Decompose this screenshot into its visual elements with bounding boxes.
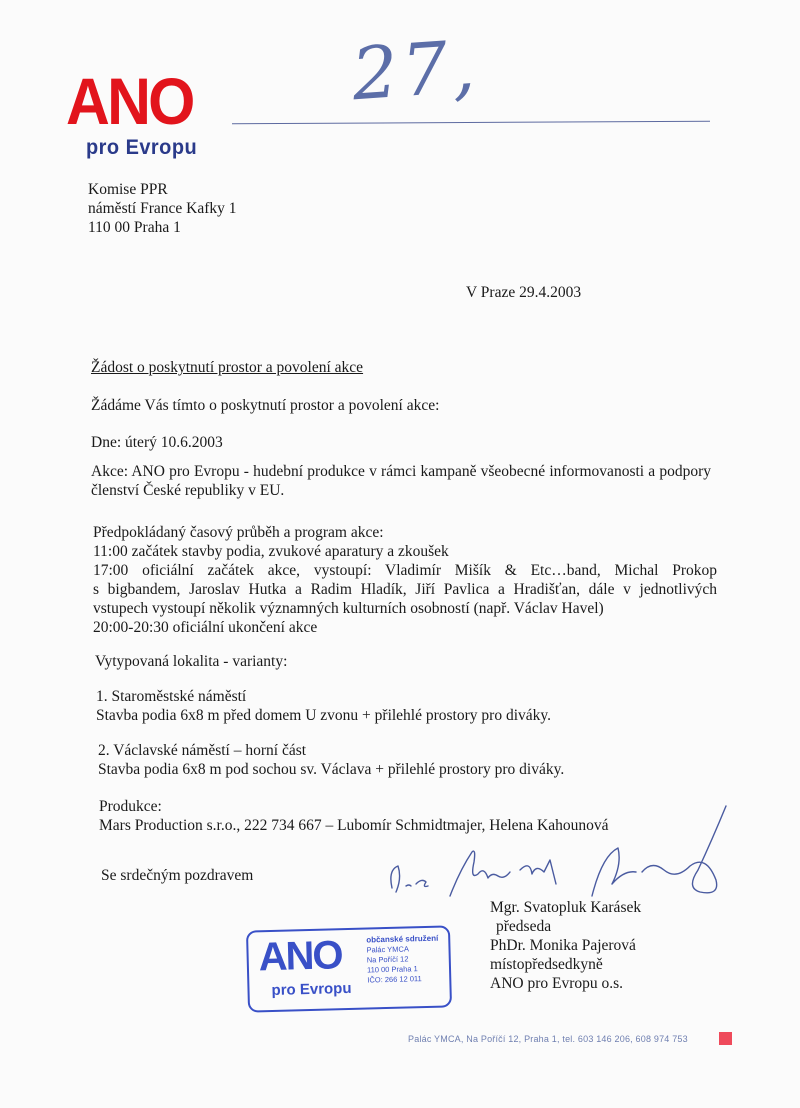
stamp-details (366, 934, 439, 986)
address-line: 110 00 Praha 1 (88, 219, 181, 236)
signer-name: PhDr. Monika Pajerová (490, 937, 636, 954)
program-heading: Předpokládaný časový průběh a program akce: (93, 524, 384, 541)
production-text: Mars Production s.r.o., 222 734 667 – Lubomír Schmidtmajer, Helena Kahounová (99, 817, 609, 834)
variant-text: Stavba podia 6x8 m pod sochou sv. Václava + přilehlé prostory pro diváky. (98, 761, 565, 778)
footer-contact: Palác YMCA, Na Poříčí 12, Praha 1, tel. 603 146 206, 608 974 753 (408, 1034, 688, 1044)
stamp-line: Palác YMCA (366, 944, 410, 955)
letter-subject: Žádost o poskytnutí prostor a povolení akce (91, 359, 364, 376)
footer-square-mark (719, 1032, 732, 1045)
organization-stamp (246, 925, 452, 1012)
stamp-line: IČO: 266 12 011 (367, 974, 422, 985)
event-date: Dne: úterý 10.6.2003 (91, 434, 223, 451)
program-line: vstupech vystoupí několik významných kulturních osobností (např. Václav Havel) (93, 600, 604, 617)
event-description: Akce: ANO pro Evropu - hudební produkce v rámci kampaně všeobecné informovanosti a podpory členství České republiky v EU. (91, 463, 711, 499)
stamp-org-type: občanské sdružení (366, 933, 439, 945)
handwritten-signature (380, 800, 740, 910)
address-line: Komise PPR (88, 181, 168, 198)
program-line: 11:00 začátek stavby podia, zvukové aparatury a zkoušek (93, 543, 449, 560)
stamp-line: 110 00 Praha 1 (366, 964, 418, 975)
program-schedule (93, 523, 717, 637)
location-variant-1 (96, 687, 551, 725)
intro-paragraph: Žádáme Vás tímto o poskytnutí prostor a povolení akce: (91, 397, 440, 414)
location-variant-2 (98, 741, 564, 779)
signer-role: předseda (496, 918, 552, 935)
variant-title: 2. Václavské náměstí – horní část (98, 742, 307, 759)
logo-main-text: ANO (66, 64, 193, 138)
production-label: Produkce: (99, 798, 162, 815)
location-heading: Vytypovaná lokalita - varianty: (95, 653, 288, 670)
logo-sub-text: pro Evropu (86, 136, 198, 159)
program-line: 20:00-20:30 oficiální ukončení akce (93, 619, 318, 636)
recipient-address (88, 180, 237, 237)
stamp-logo-main: ANO (258, 933, 343, 980)
signer-role: místopředsedkyně (490, 956, 603, 973)
variant-text: Stavba podia 6x8 m před domem U zvonu + přilehlé prostory pro diváky. (96, 707, 551, 724)
program-line: 17:00 oficiální začátek akce, vystoupí: Vladimír Mišík & Etc…band, Michal Prokop (93, 562, 717, 579)
ano-logo (66, 64, 226, 168)
closing-greeting: Se srdečným pozdravem (101, 867, 254, 884)
signatories (490, 898, 641, 993)
variant-title: 1. Staroměstské náměstí (96, 688, 247, 705)
handwritten-number: 27, (349, 23, 482, 117)
stamp-line: Na Poříčí 12 (366, 954, 409, 965)
signer-organization: ANO pro Evropu o.s. (490, 975, 624, 992)
address-line: náměstí France Kafky 1 (88, 200, 237, 217)
stamp-logo-sub: pro Evropu (271, 979, 352, 1000)
date-line: V Praze 29.4.2003 (466, 284, 582, 301)
handwritten-underline (232, 121, 710, 125)
signer-name: Mgr. Svatopluk Karásek (490, 899, 642, 916)
program-line: s bigbandem, Jaroslav Hutka a Radim Hladík, Jiří Pavlica a Hradišťan, dále v jednotlivých (93, 581, 717, 598)
